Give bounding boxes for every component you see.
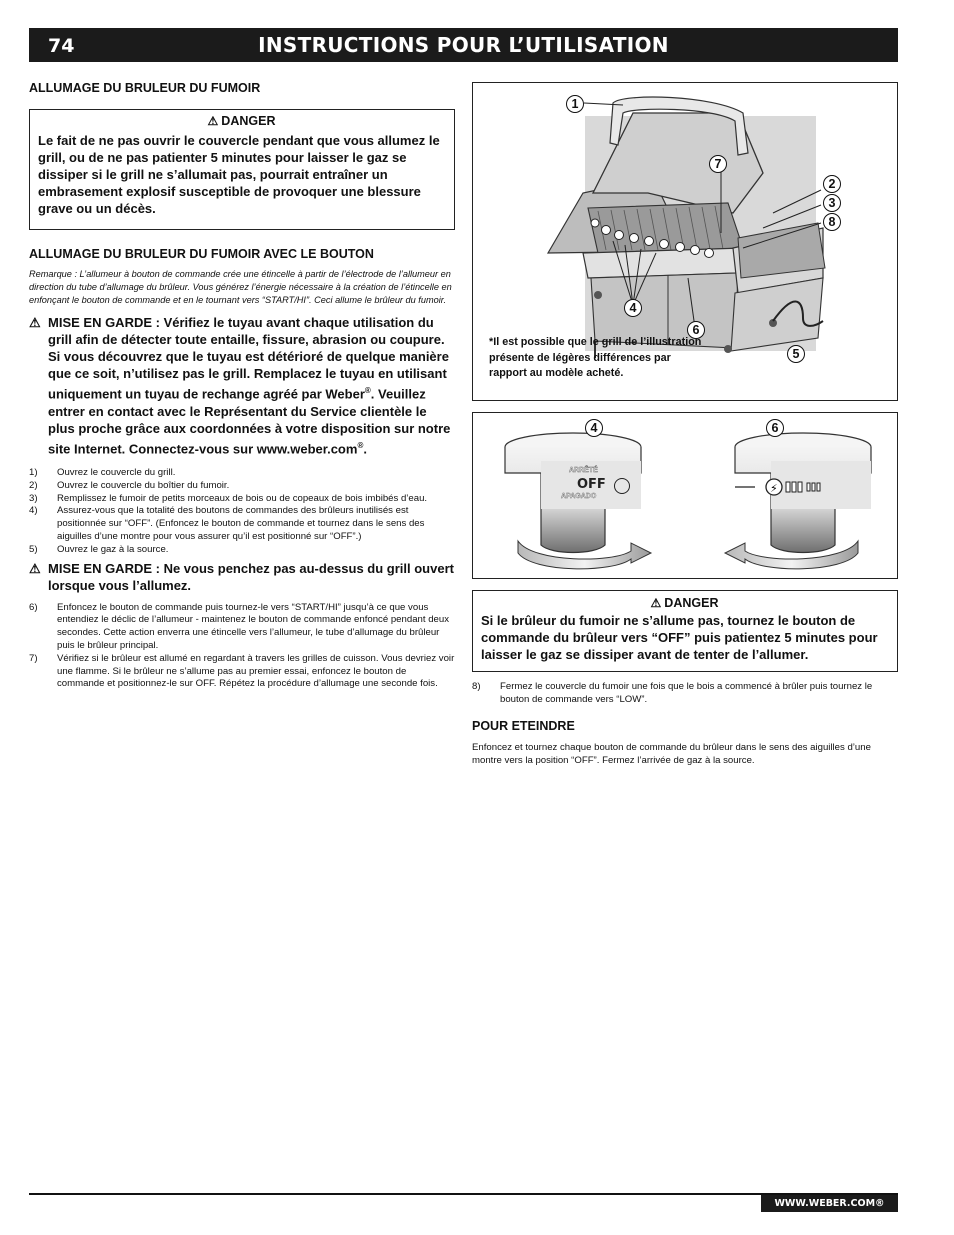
list-item: [29, 467, 455, 480]
right-column: [472, 79, 898, 767]
callout-1: 1: [566, 95, 584, 113]
step-text: Vérifiez si le brûleur est allumé en regardant à travers les grilles de cuisson. Vous devriez voir une flamme. Si le brûleur ne s’allume pas au premier essai, enfoncez le bouton de commande et positionnez-le sur OFF. Répétez la procédure d’allumage une seconde fois.: [57, 652, 455, 690]
list-item: [29, 602, 455, 653]
step-number: 6): [29, 601, 38, 613]
knob-label-arrete: ARRÊTÉ: [569, 467, 598, 474]
list-item: [29, 505, 455, 543]
step-number: 1): [29, 467, 38, 479]
grill-illustration-figure: [472, 82, 898, 401]
footer-website: WWW.WEBER.COM®: [761, 1195, 898, 1212]
callout-8: 8: [823, 213, 841, 231]
warning-triangle-icon: ⚠: [29, 315, 41, 331]
knob-label-off: OFF: [577, 477, 606, 492]
list-item: 8) Fermez le couvercle du fumoir une fois que le bois a commencé à brûler puis tournez le bouton de commande vers “LOW”.: [472, 681, 873, 705]
steps-list-c: [472, 681, 898, 707]
figure-note: *Il est possible que le grill de l’illustration présente de légères différences par rapport au modèle acheté.: [489, 336, 702, 379]
step-number: 4): [29, 505, 38, 517]
callout-7: 7: [709, 155, 727, 173]
page-title: INSTRUCTIONS POUR L’UTILISATION: [258, 33, 669, 57]
callout-6-knob: 6: [766, 419, 784, 437]
steps-list-b: [29, 602, 455, 692]
callout-5: 5: [787, 345, 805, 363]
section-heading-off: POUR ETEINDRE: [472, 718, 575, 733]
knob-illustrations: [473, 413, 896, 578]
knob-label-apagado: APAGADO: [561, 493, 597, 500]
remark-text: Remarque : L’allumeur à bouton de commande crée une étincelle à partir de l’électrode de l’allumeur en direction du tube d’allumage du brûleur. Vous générez l’énergie nécessaire à la création de l’étincelle en enfonçant le bouton de commande et en le tournant vers “START/HI”. Ceci allume le brûleur du fumoir.: [29, 269, 452, 305]
step-number: 3): [29, 492, 38, 504]
warning-triangle-icon: ⚠: [650, 596, 662, 610]
step-number: 5): [29, 543, 38, 555]
off-text: Enfoncez et tournez chaque bouton de commande du brûleur dans le sens des aiguilles d’une montre vers la position “OFF”. Fermez l’arrivée de gaz à la source.: [472, 741, 871, 766]
caution-lean: ⚠ MISE EN GARDE : Ne vous penchez pas au-dessus du grill ouvert lorsque vous l’allumez.: [29, 560, 454, 593]
callout-3: 3: [823, 194, 841, 212]
list-item: [29, 653, 455, 691]
section-heading-smoker-lighting: ALLUMAGE DU BRULEUR DU FUMOIR: [29, 81, 261, 95]
callout-6: 6: [687, 321, 705, 339]
danger-heading: ⚠ DANGER: [650, 596, 719, 610]
danger-heading: ⚠ DANGER: [207, 114, 276, 128]
step-number: 2): [29, 479, 38, 491]
list-item: [29, 493, 455, 506]
warning-triangle-icon: ⚠: [207, 114, 219, 128]
step-text: Ouvrez le couvercle du boîtier du fumoir.: [57, 479, 230, 491]
step-text: Remplissez le fumoir de petits morceaux de bois ou de copeaux de bois imbibés d’eau.: [57, 492, 428, 504]
callout-4-knob: 4: [585, 419, 603, 437]
section-heading-button-lighting: ALLUMAGE DU BRULEUR DU FUMOIR AVEC LE BOUTON: [29, 247, 374, 261]
callout-4: 4: [624, 299, 642, 317]
danger-box: [29, 109, 455, 230]
list-item: [29, 480, 455, 493]
page-header: [29, 28, 898, 62]
step-text: Ouvrez le couvercle du grill.: [57, 467, 176, 479]
svg-text:⚡: ⚡: [770, 482, 778, 495]
list-item: [29, 544, 455, 557]
danger-text: Si le brûleur du fumoir ne s’allume pas, tournez le bouton de commande du brûleur vers “OFF” puis patientez 5 minutes pour laisser le gaz se dissiper avant de tenter de l’allumer.: [481, 613, 878, 662]
steps-list-a: [29, 467, 455, 557]
step-number: 7): [29, 652, 38, 664]
knob-off-indicator-icon: [614, 478, 630, 494]
left-column: [29, 79, 455, 691]
step-text: Assurez-vous que la totalité des boutons de commandes des brûleurs inutilisés est positionnée sur “OFF”. (Enfoncez le bouton de commande et tournez dans le sens des aiguilles d’une montre pour vous assurer qu’il est positionné sur “OFF”.): [57, 505, 425, 543]
page-number: 74: [48, 35, 75, 57]
danger-box-smoker: [472, 590, 898, 672]
warning-triangle-icon: ⚠: [29, 560, 41, 576]
knob-positions-figure: [472, 412, 898, 579]
step-text: Enfoncez le bouton de commande puis tournez-le vers “START/HI” jusqu’à ce que vous entendiez le déclic de l’allumeur - maintenez le bouton de commande enfoncé pendant deux secondes. Cette action enverra une étincelle vers l’allumeur, le tube d’allumage du brûleur puis le brûleur principal.: [57, 601, 449, 652]
caution-hose: ⚠ MISE EN GARDE : Vérifiez le tuyau avant chaque utilisation du grill afin de détecter toute entaille, fissure, abrasion ou coupure. Si vous découvrez que le tuyau est détérioré de quelque manière que ce soit, n’utilisez pas le grill. Remplacez le tuyau en utilisant uniquement un tuyau de rechange agréé par Weber®. Veuillez entrer en contact avec le Représentant du Service clientèle le plus proche grâce aux coordonnées à votre disposition sur notre site Internet. Connectez-vous sur www.weber.com®.: [29, 315, 451, 457]
callout-2: 2: [823, 175, 841, 193]
danger-text: Le fait de ne pas ouvrir le couvercle pendant que vous allumez le grill, ou de ne pas patienter 5 minutes pour laisser le gaz se dissiper si le grill ne s’allumait pas, pourrait entraîner un embrasement explosif susceptible de provoquer une blessure grave ou un décès.: [38, 133, 440, 216]
step-text: Ouvrez le gaz à la source.: [57, 543, 169, 555]
